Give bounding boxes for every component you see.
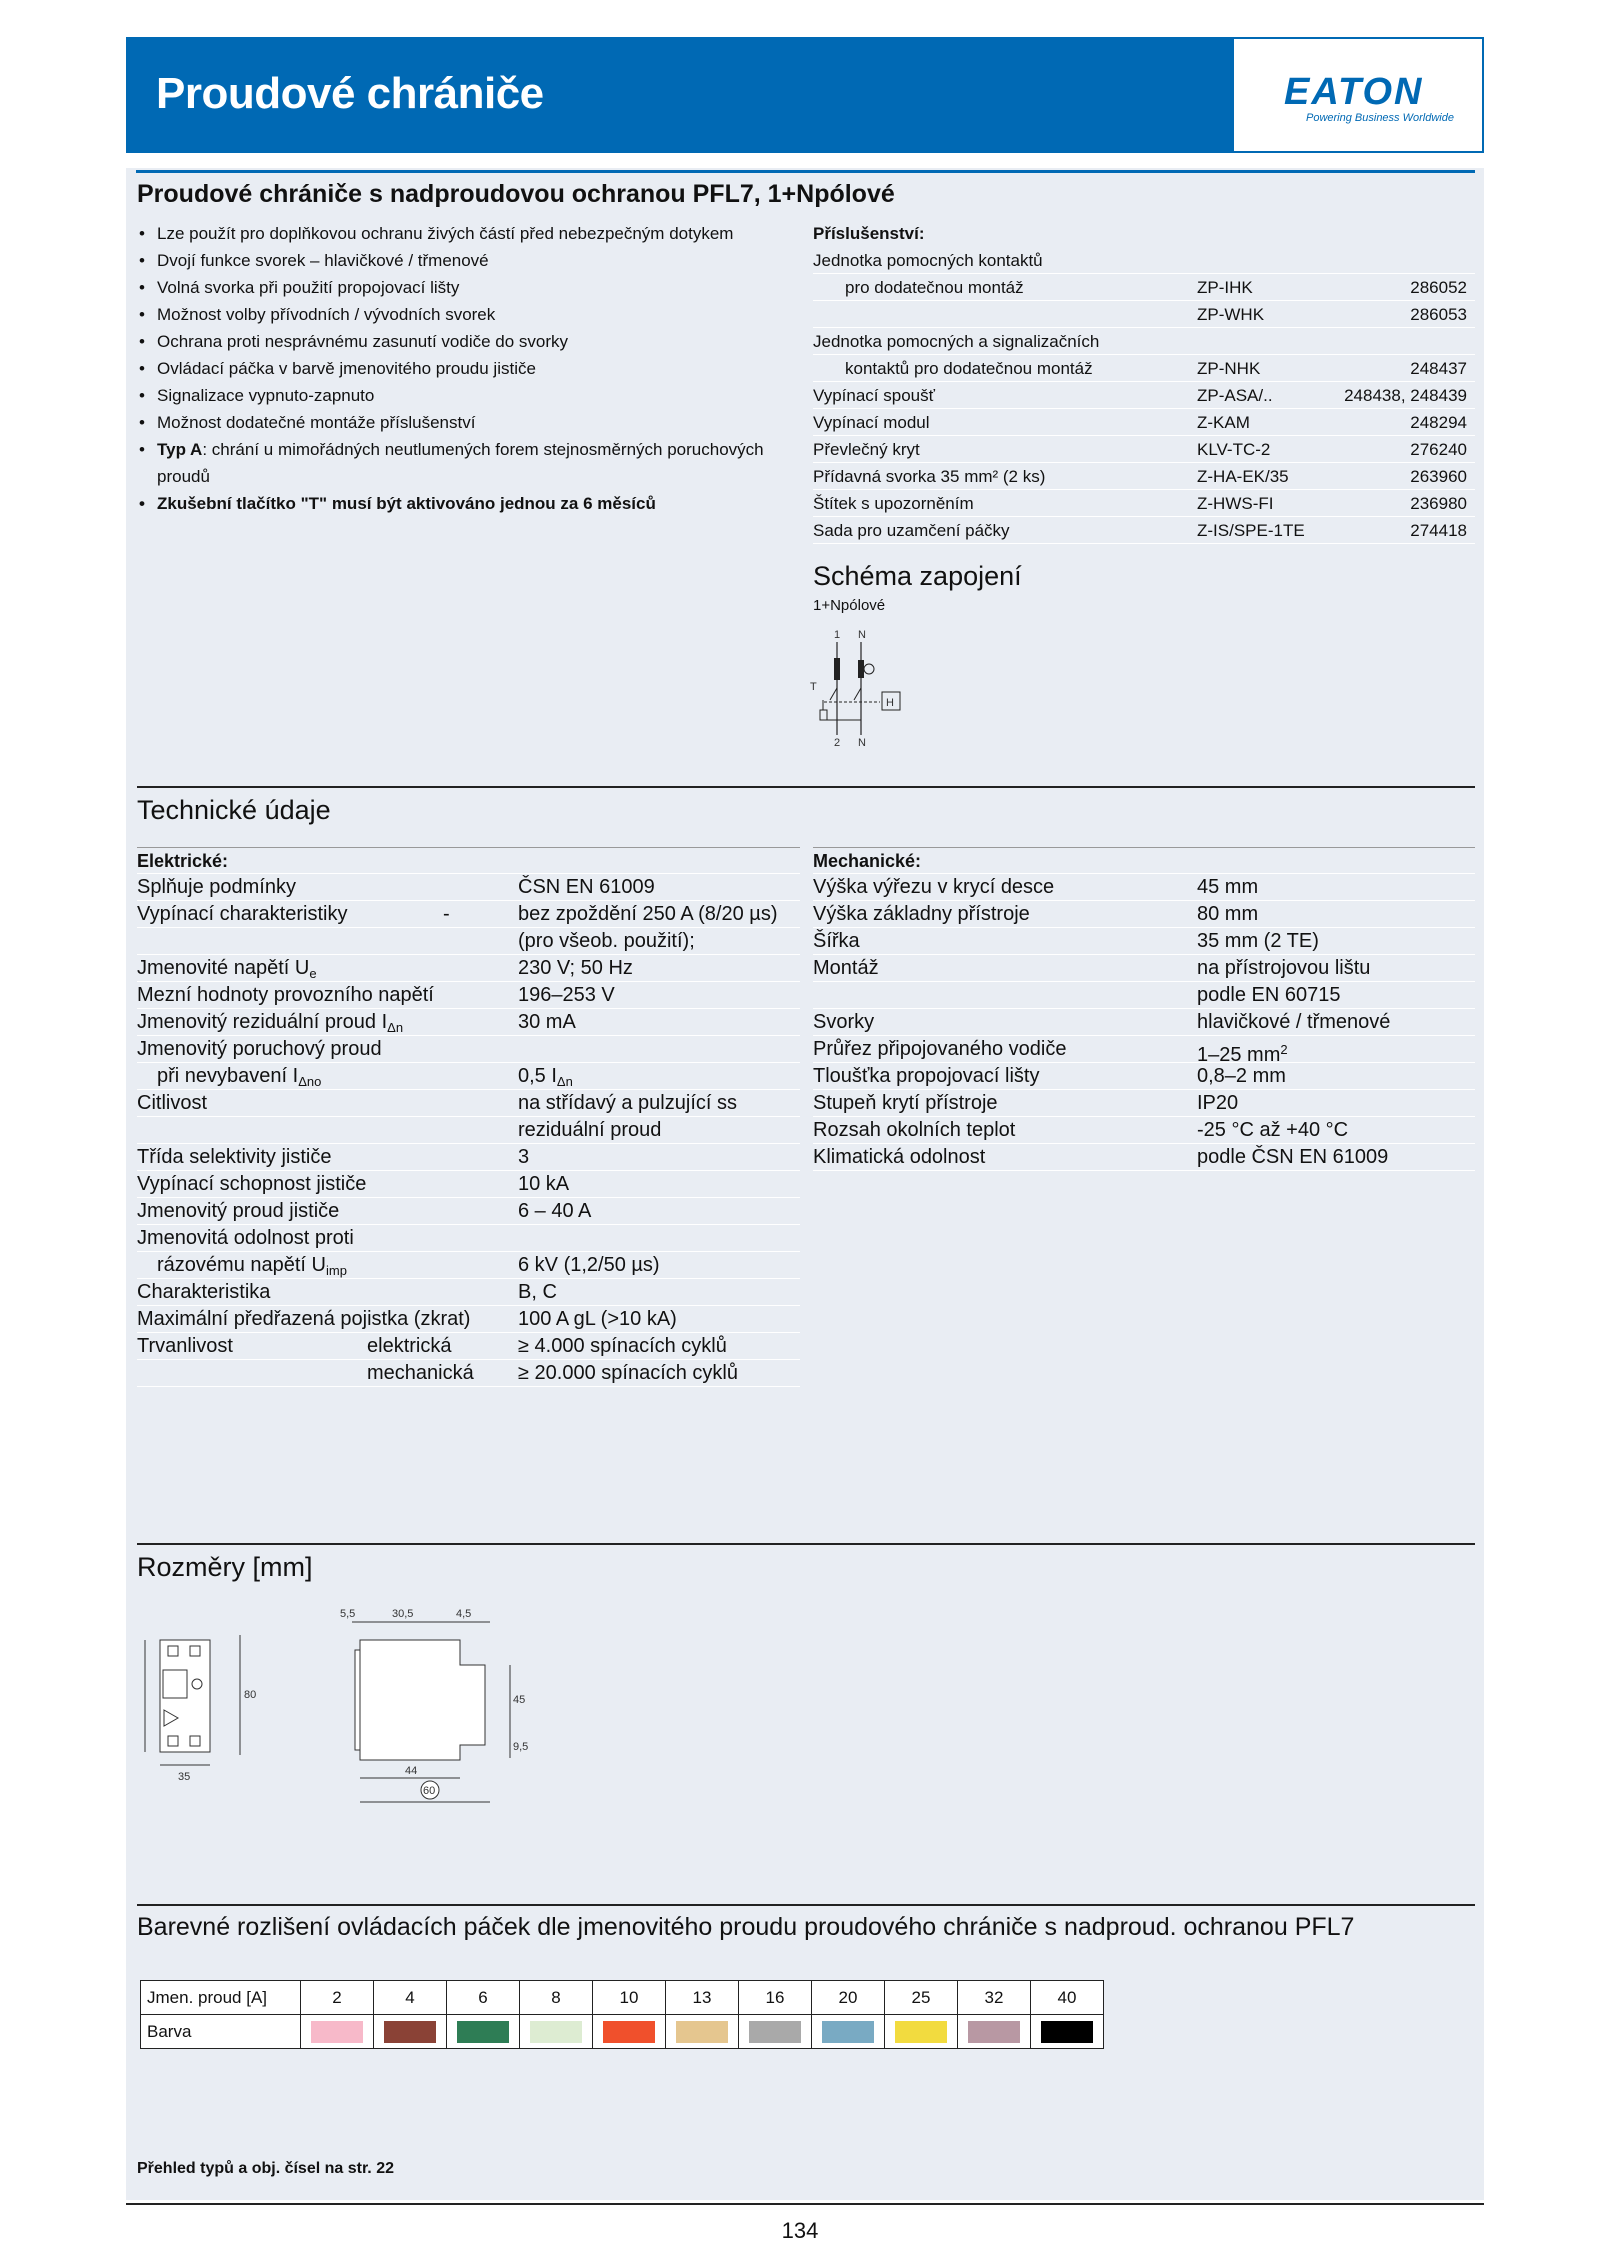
current-cell: 20 <box>812 1981 885 2015</box>
spec-key-text: Jmenovitý reziduální proud I <box>137 1011 388 1033</box>
spec-mid: elektrická <box>367 1335 452 1357</box>
test-text: Zkušební tlačítko "T" musí být aktivováno jednou za 6 měsíců <box>157 494 656 513</box>
spec-value <box>518 955 633 982</box>
spec-row <box>137 1063 800 1090</box>
spec-key <box>137 1171 366 1198</box>
accessory-code: 274418 <box>1410 521 1467 540</box>
spec-value-text: 6 – 40 A <box>518 1200 592 1222</box>
spec-row <box>137 1360 800 1387</box>
spec-row <box>813 1009 1475 1036</box>
feature-item: • Lze použít pro doplňkovou ochranu živých částí před nebezpečným dotykem <box>137 220 787 247</box>
spec-row <box>813 928 1475 955</box>
spec-value-text: 100 A gL (>10 kA) <box>518 1308 677 1330</box>
spec-value <box>1197 1009 1390 1036</box>
color-row-label: Barva <box>141 2015 301 2049</box>
current-cell: 16 <box>739 1981 812 2015</box>
electrical-table <box>137 847 800 1387</box>
spec-row <box>813 955 1475 982</box>
wiring-diagram <box>800 620 920 750</box>
spec-value-text: ČSN EN 61009 <box>518 876 655 898</box>
current-cell: 6 <box>447 1981 520 2015</box>
current-row-label: Jmen. proud [A] <box>141 1981 301 2015</box>
spec-key-text: Průřez připojovaného vodiče <box>813 1038 1067 1060</box>
spec-key <box>137 1090 207 1117</box>
spec-value <box>1197 1117 1348 1144</box>
spec-key <box>813 1144 985 1171</box>
dim-60: 60 <box>423 1785 436 1797</box>
accessory-code: 276240 <box>1410 440 1467 459</box>
spec-key-text: Stupeň krytí přístroje <box>813 1092 998 1114</box>
color-coding-table <box>140 1980 1104 2049</box>
spec-value-superscript: 2 <box>1280 1042 1288 1057</box>
spec-key-text: Vypínací schopnost jističe <box>137 1173 367 1195</box>
spec-row <box>813 1090 1475 1117</box>
accessory-type: ZP-IHK <box>1197 278 1253 297</box>
spec-value <box>518 1090 737 1117</box>
spec-key-text: Výška základny přístroje <box>813 903 1030 925</box>
spec-value-text: B, C <box>518 1281 557 1303</box>
feature-item-type-a <box>137 436 787 490</box>
spec-key-text: Montáž <box>813 957 879 979</box>
type-a-text: : chrání u mimořádných neutlumených forem stejnosměrných poruchových proudů <box>157 440 764 486</box>
colors-title: Barevné rozlišení ovládacích páček dle jmenovitého proudu proudového chrániče s nadproud. ochranou PFL7 <box>137 1913 1355 1941</box>
color-cell <box>666 2015 739 2049</box>
spec-key <box>137 982 434 1009</box>
color-cell <box>301 2015 374 2049</box>
spec-key-text: Citlivost <box>137 1092 208 1114</box>
spec-key <box>137 1198 339 1225</box>
panel-top-rule <box>136 170 1475 173</box>
accessory-code: 248437 <box>1410 359 1467 378</box>
dim-9-5: 9,5 <box>513 1741 529 1753</box>
accessory-name: kontaktů pro dodatečnou montáž <box>845 359 1093 378</box>
spec-key <box>137 1036 382 1063</box>
spec-value <box>518 982 615 1009</box>
color-swatch <box>968 2021 1020 2043</box>
spec-value-text: 6 kV (1,2/50 µs) <box>518 1254 660 1276</box>
feature-item: • Ovládací páčka v barvě jmenovitého proudu jističe <box>137 355 787 382</box>
spec-row <box>137 1036 800 1063</box>
logo-tagline: Powering Business Worldwide <box>1306 112 1454 124</box>
color-cell <box>958 2015 1031 2049</box>
current-cell: 40 <box>1031 1981 1104 2015</box>
spec-value <box>518 928 695 955</box>
mechanical-header: Mechanické: <box>813 847 1475 874</box>
accessory-type: KLV-TC-2 <box>1197 440 1271 459</box>
accessory-type: ZP-WHK <box>1197 305 1265 324</box>
spec-key-text: Výška výřezu v krycí desce <box>813 876 1055 898</box>
schema-label-t: T <box>810 681 817 693</box>
feature-item: • Volná svorka při použití propojovací lišty <box>137 274 787 301</box>
spec-value <box>518 1252 660 1279</box>
page-number: 134 <box>781 2218 819 2243</box>
accessory-type: Z-HWS-FI <box>1197 494 1274 513</box>
spec-key-text: Jmenovitý proud jističe <box>137 1200 340 1222</box>
spec-value <box>1197 874 1258 901</box>
accessory-code: 263960 <box>1410 467 1467 486</box>
spec-row <box>813 1036 1475 1066</box>
spec-value-text: 230 V; 50 Hz <box>518 957 633 979</box>
spec-key <box>137 1144 332 1171</box>
spec-key-text: Splňuje podmínky <box>137 876 296 898</box>
colors-divider <box>137 1904 1475 1906</box>
spec-value-text: hlavičkové / třmenové <box>1197 1011 1391 1033</box>
product-title: Proudové chrániče s nadproudovou ochranou PFL7, 1+Npólové <box>137 180 895 208</box>
logo-wordmark: EATON <box>1284 71 1424 113</box>
spec-row <box>137 928 800 955</box>
feature-item: • Možnost volby přívodních / vývodních svorek <box>137 301 787 328</box>
feature-item: • Možnost dodatečné montáže příslušenství <box>137 409 787 436</box>
dimensions-title: Rozměry [mm] <box>137 1552 313 1582</box>
spec-key <box>137 1306 470 1333</box>
spec-row <box>137 1306 800 1333</box>
dimensions-divider <box>137 1543 1475 1545</box>
spec-row <box>813 1063 1475 1090</box>
color-cell <box>593 2015 666 2049</box>
accessory-code: 286053 <box>1410 305 1467 324</box>
spec-value-text: (pro všeob. použití); <box>518 930 695 952</box>
spec-key-text: Jmenovitý poruchový proud <box>137 1038 382 1060</box>
dim-height-80: 80 <box>244 1689 257 1701</box>
feature-item: • Dvojí funkce svorek – hlavičkové / třmenové <box>137 247 787 274</box>
spec-key-text: Mezní hodnoty provozního napětí <box>137 984 434 1006</box>
spec-row <box>813 982 1475 1009</box>
spec-value <box>518 1198 591 1225</box>
dim-30-5: 30,5 <box>392 1608 414 1620</box>
color-swatch <box>895 2021 947 2043</box>
spec-row <box>813 901 1475 928</box>
color-cell <box>812 2015 885 2049</box>
accessory-type: Z-IS/SPE-1TE <box>1197 521 1305 540</box>
schema-label-n-bottom: N <box>858 737 866 749</box>
spec-key-text: Jmenovitá odolnost proti <box>137 1227 354 1249</box>
spec-value-text: na přístrojovou lištu <box>1197 957 1371 979</box>
dim-4-5: 4,5 <box>456 1608 472 1620</box>
accessory-row <box>813 355 1475 382</box>
accessory-row <box>813 382 1475 409</box>
color-cell <box>885 2015 958 2049</box>
spec-row <box>813 1117 1475 1144</box>
spec-row <box>137 1117 800 1144</box>
spec-value <box>518 1333 727 1360</box>
spec-key-text: Třída selektivity jističe <box>137 1146 332 1168</box>
dim-5-5: 5,5 <box>340 1608 356 1620</box>
accessory-name: Jednotka pomocných a signalizačních <box>813 332 1100 351</box>
color-swatch <box>384 2021 436 2043</box>
dim-45: 45 <box>513 1694 526 1706</box>
accessory-name: Jednotka pomocných kontaktů <box>813 251 1043 270</box>
spec-key-text: Šířka <box>813 930 860 952</box>
dim-width-35: 35 <box>178 1771 191 1783</box>
color-swatch <box>1041 2021 1093 2043</box>
spec-row <box>137 955 800 982</box>
schema-label-2: 2 <box>834 737 841 749</box>
spec-value-text: 80 mm <box>1197 903 1259 925</box>
accessory-row <box>813 274 1475 301</box>
spec-key <box>137 1333 233 1360</box>
spec-row <box>137 1009 800 1036</box>
current-cell: 10 <box>593 1981 666 2015</box>
accessory-type: Z-KAM <box>1197 413 1250 432</box>
spec-value-text: -25 °C až +40 °C <box>1197 1119 1349 1141</box>
spec-value <box>1197 955 1370 982</box>
spec-value-text: 45 mm <box>1197 876 1259 898</box>
spec-row <box>137 1144 800 1171</box>
accessories-title: Příslušenství: <box>813 224 925 243</box>
accessory-name: Vypínací spoušť <box>813 386 935 405</box>
color-swatch <box>311 2021 363 2043</box>
spec-value <box>518 1144 529 1171</box>
accessory-row <box>813 328 1475 355</box>
color-cell <box>739 2015 812 2049</box>
color-cell <box>1031 2015 1104 2049</box>
color-cell <box>374 2015 447 2049</box>
spec-row <box>813 1144 1475 1171</box>
color-swatch <box>457 2021 509 2043</box>
spec-value <box>518 1306 677 1333</box>
spec-row <box>137 1171 800 1198</box>
accessory-type: Z-HA-EK/35 <box>1197 467 1289 486</box>
spec-value-text: 3 <box>518 1146 530 1168</box>
spec-key <box>813 1090 998 1117</box>
color-swatch <box>749 2021 801 2043</box>
spec-key-text: Rozsah okolních teplot <box>813 1119 1016 1141</box>
mechanical-table <box>813 847 1475 1171</box>
current-cell: 8 <box>520 1981 593 2015</box>
spec-value <box>518 1117 661 1144</box>
spec-key-text: rázovému napětí U <box>157 1254 326 1276</box>
spec-value-text: na střídavý a pulzující ss <box>518 1092 737 1114</box>
spec-row <box>137 982 800 1009</box>
spec-row <box>137 1333 800 1360</box>
color-cell <box>447 2015 520 2049</box>
spec-value-text: 1–25 mm <box>1197 1044 1281 1066</box>
spec-key <box>813 874 1054 901</box>
spec-row <box>137 901 800 928</box>
dim-44: 44 <box>405 1765 418 1777</box>
spec-key-text: Maximální předřazená pojistka (zkrat) <box>137 1308 471 1330</box>
spec-key-text: Svorky <box>813 1011 875 1033</box>
spec-value-text: ≥ 20.000 spínacích cyklů <box>518 1362 738 1384</box>
spec-value <box>518 874 655 901</box>
spec-row <box>137 1279 800 1306</box>
spec-value <box>518 1171 569 1198</box>
spec-value-text: reziduální proud <box>518 1119 662 1141</box>
accessory-code: 236980 <box>1410 494 1467 513</box>
color-cell <box>520 2015 593 2049</box>
spec-key-text: Vypínací charakteristiky <box>137 903 348 925</box>
type-a-label: Typ A <box>157 440 203 459</box>
spec-value <box>1197 901 1258 928</box>
spec-value-text: bez zpoždění 250 A (8/20 µs) <box>518 903 778 925</box>
feature-list <box>137 220 787 517</box>
tech-title: Technické údaje <box>137 795 331 825</box>
current-cell: 25 <box>885 1981 958 2015</box>
spec-key <box>137 1279 270 1306</box>
spec-value-text: 0,8–2 mm <box>1197 1065 1286 1087</box>
spec-key <box>137 901 347 928</box>
accessory-type: ZP-ASA/.. <box>1197 386 1273 405</box>
schema-label-n-top: N <box>858 629 866 641</box>
spec-value-text: IP20 <box>1197 1092 1239 1114</box>
footer-rule <box>126 2203 1484 2205</box>
spec-key-subscript: imp <box>325 1263 347 1278</box>
feature-item-test <box>137 490 787 517</box>
accessory-row <box>813 301 1475 328</box>
schema-title: Schéma zapojení <box>813 561 1022 591</box>
spec-key-subscript: Δno <box>298 1074 322 1089</box>
spec-value-subscript: Δn <box>556 1074 573 1089</box>
spec-row <box>137 874 800 901</box>
spec-value <box>1197 1090 1238 1117</box>
spec-value-text: 0,5 I <box>518 1065 557 1087</box>
footer-note: Přehled typů a obj. čísel na str. 22 <box>137 2160 394 2177</box>
spec-row <box>137 1198 800 1225</box>
eaton-logo <box>1234 39 1482 151</box>
spec-value <box>1197 982 1340 1009</box>
spec-key-text: Tloušťka propojovací lišty <box>813 1065 1040 1087</box>
spec-key <box>813 1036 1067 1063</box>
spec-key <box>813 901 1030 928</box>
spec-key <box>813 1063 1039 1090</box>
accessory-name: Štítek s upozorněním <box>813 494 974 513</box>
spec-value-text: podle EN 60715 <box>1197 984 1341 1006</box>
spec-value-text: 35 mm (2 TE) <box>1197 930 1319 952</box>
spec-value <box>1197 928 1319 955</box>
spec-key <box>137 1225 354 1252</box>
spec-value-text: 196–253 V <box>518 984 615 1006</box>
page-title: Proudové chrániče <box>156 69 544 118</box>
color-swatch <box>676 2021 728 2043</box>
accessory-type: ZP-NHK <box>1197 359 1261 378</box>
current-cell: 13 <box>666 1981 739 2015</box>
spec-key-subscript: Δn <box>387 1020 404 1035</box>
current-cell: 4 <box>374 1981 447 2015</box>
spec-key <box>813 1009 874 1036</box>
color-swatch <box>530 2021 582 2043</box>
accessory-row <box>813 490 1475 517</box>
spec-value <box>1197 1144 1388 1171</box>
spec-key <box>813 955 879 982</box>
spec-value-text: 10 kA <box>518 1173 570 1195</box>
accessory-name: Sada pro uzamčení páčky <box>813 521 1010 540</box>
spec-value <box>518 1279 557 1306</box>
spec-value <box>518 1360 738 1387</box>
accessory-row <box>813 247 1475 274</box>
dimension-drawing <box>130 1590 550 1850</box>
accessory-row <box>813 409 1475 436</box>
schema-subtitle: 1+Npólové <box>813 597 886 614</box>
spec-value <box>518 901 777 928</box>
spec-key-text: při nevybavení I <box>157 1065 299 1087</box>
spec-key-text: Klimatická odolnost <box>813 1146 986 1168</box>
accessory-row <box>813 436 1475 463</box>
spec-mid: - <box>443 903 450 925</box>
accessory-name: Převlečný kryt <box>813 440 920 459</box>
tech-divider <box>137 786 1475 788</box>
current-cell: 2 <box>301 1981 374 2015</box>
spec-key-subscript: e <box>309 966 317 981</box>
accessory-name: Vypínací modul <box>813 413 930 432</box>
spec-mid: mechanická <box>367 1362 474 1384</box>
spec-key <box>813 1117 1015 1144</box>
spec-key <box>813 928 860 955</box>
page-header <box>126 37 1484 153</box>
spec-key-text: Jmenovité napětí U <box>137 957 310 979</box>
spec-value-text: 30 mA <box>518 1011 576 1033</box>
accessory-name: pro dodatečnou montáž <box>845 278 1024 297</box>
spec-key-text: Charakteristika <box>137 1281 271 1303</box>
feature-item: • Ochrana proti nesprávnému zasunutí vodiče do svorky <box>137 328 787 355</box>
accessory-name: Přídavná svorka 35 mm² (2 ks) <box>813 467 1046 486</box>
spec-key-text: Trvanlivost <box>137 1335 233 1357</box>
spec-key <box>137 874 296 901</box>
spec-value-text: ≥ 4.000 spínacích cyklů <box>518 1335 727 1357</box>
accessory-code: 286052 <box>1410 278 1467 297</box>
spec-row <box>137 1090 800 1117</box>
accessory-code: 248438, 248439 <box>1344 386 1467 405</box>
accessory-row <box>813 463 1475 490</box>
feature-item: • Signalizace vypnuto-zapnuto <box>137 382 787 409</box>
spec-value <box>518 1009 576 1036</box>
spec-row <box>137 1225 800 1252</box>
accessories-table <box>813 220 1475 544</box>
accessory-code: 248294 <box>1410 413 1467 432</box>
spec-value <box>1197 1063 1286 1090</box>
schema-label-h: H <box>886 697 894 709</box>
current-cell: 32 <box>958 1981 1031 2015</box>
color-swatch <box>822 2021 874 2043</box>
spec-row <box>137 1252 800 1279</box>
schema-label-1: 1 <box>834 629 841 641</box>
electrical-header: Elektrické: <box>137 847 800 874</box>
spec-value-text: podle ČSN EN 61009 <box>1197 1146 1389 1168</box>
color-swatch <box>603 2021 655 2043</box>
accessory-row <box>813 517 1475 544</box>
spec-row <box>813 874 1475 901</box>
